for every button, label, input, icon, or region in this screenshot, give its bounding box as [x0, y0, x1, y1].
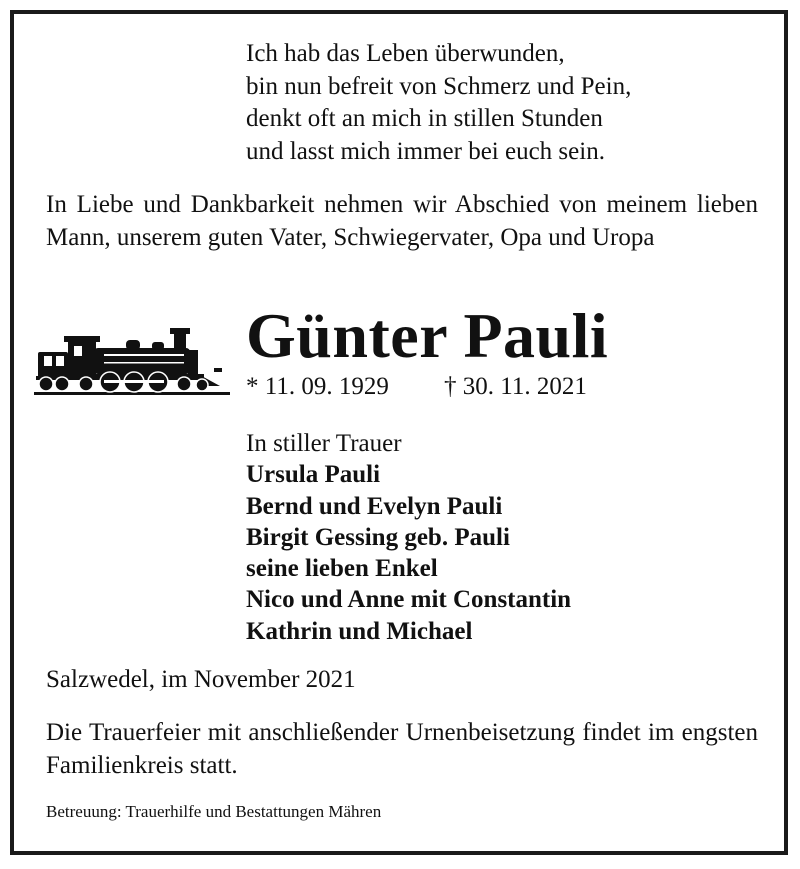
obituary-frame [10, 10, 788, 855]
funeral-home-credit: Betreuung: Trauerhilfe und Bestattungen Mähren [46, 802, 382, 821]
mourners-list [246, 428, 571, 647]
poem [246, 38, 631, 168]
death-date: † 30. 11. 2021 [444, 373, 587, 400]
mourner-name: Birgit Gessing geb. Pauli [246, 523, 510, 551]
mourner-name: seine lieben Enkel [246, 555, 438, 583]
place-date: Salzwedel, im November 2021 [46, 666, 356, 693]
steam-locomotive-icon [34, 318, 230, 396]
poem-line: denkt oft an mich in stillen Stunden [246, 105, 603, 132]
poem-line: Ich hab das Leben überwunden, [246, 40, 565, 67]
deceased-name: Günter Pauli [246, 300, 609, 371]
intro-text: In Liebe und Dankbarkeit nehmen wir Abschied von meinem lieben Mann, unserem guten Vater, Schwiegervater, Opa und Uropa [46, 191, 758, 251]
birth-date: * 11. 09. 1929 [246, 373, 389, 400]
mourner-name: Ursula Pauli [246, 461, 381, 489]
mourner-name: Kathrin und Michael [246, 617, 473, 645]
mourner-name: Bernd und Evelyn Pauli [246, 492, 503, 520]
mourner-name: Nico und Anne mit Constantin [246, 586, 572, 614]
poem-line: und lasst mich immer bei euch sein. [246, 137, 605, 165]
mourners-heading: In stiller Trauer [246, 430, 402, 457]
funeral-note: Die Trauerfeier mit anschließender Urnenbeisetzung findet im engsten Familienkreis statt. [46, 719, 758, 779]
poem-line: bin nun befreit von Schmerz und Pein, [246, 72, 632, 100]
